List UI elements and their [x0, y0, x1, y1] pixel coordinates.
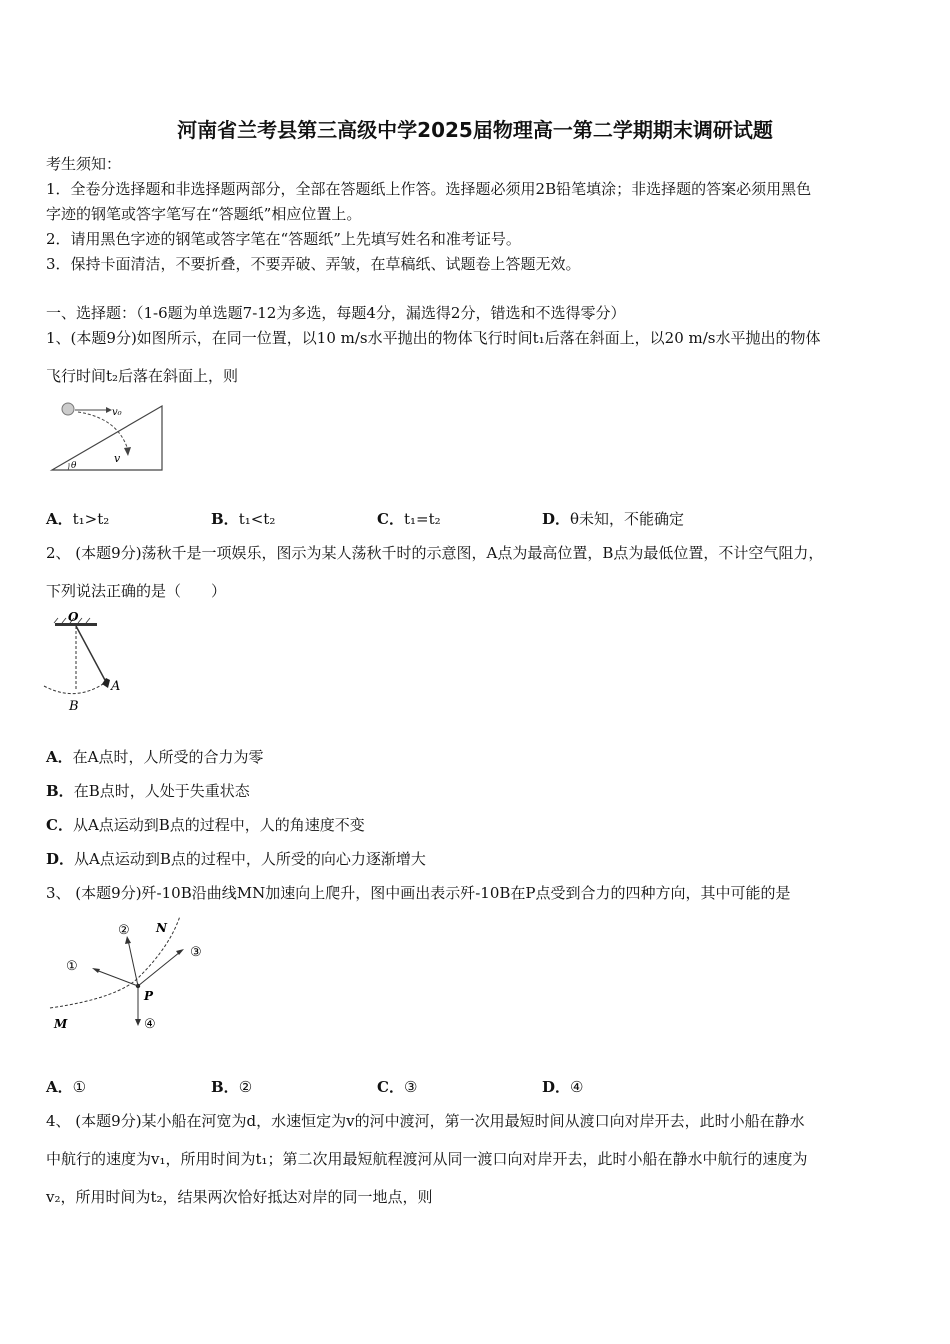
point-n-label: N — [156, 921, 167, 935]
q1-option-c[interactable]: C．t₁=t₂ — [377, 510, 441, 528]
notice-heading: 考生须知： — [46, 155, 122, 173]
direction-3-label: ③ — [190, 945, 202, 960]
q3-force-figure — [50, 916, 220, 1036]
q2-stem: 下列说法正确的是（ ） — [46, 582, 227, 600]
point-o-label: O — [68, 610, 79, 624]
q2-option-c[interactable]: C．从A点运动到B点的过程中，人的角速度不变 — [46, 816, 365, 834]
q2-swing-figure — [40, 608, 140, 714]
point-b-label: B — [69, 699, 79, 714]
q4-stem: v₂，所用时间为t₂，结果两次恰好抵达对岸的同一地点，则 — [46, 1188, 433, 1206]
q1-stem: 1、(本题9分)如图所示，在同一位置，以10 m/s水平抛出的物体飞行时间t₁后落在斜面上，以20 m/s水平抛出的物体 — [46, 329, 821, 347]
q3-option-d[interactable]: D．④ — [542, 1078, 584, 1096]
notice-item: 3．保持卡面清洁，不要折叠，不要弄破、弄皱，在草稿纸、试题卷上答题无效。 — [46, 255, 581, 273]
v-label: v — [114, 452, 121, 465]
q2-option-d[interactable]: D．从A点运动到B点的过程中，人所受的向心力逐渐增大 — [46, 850, 426, 868]
incline-triangle — [52, 406, 162, 470]
direction-4-label: ④ — [144, 1017, 156, 1032]
q2-option-b[interactable]: B．在B点时，人处于失重状态 — [46, 782, 250, 800]
point-m-label: M — [54, 1017, 68, 1031]
v0-label: v₀ — [112, 407, 122, 418]
direction-1-label: ① — [66, 959, 78, 974]
q3-option-a[interactable]: A．① — [46, 1078, 87, 1096]
page-title: 河南省兰考县第三高级中学2025届物理高一第二学期期末调研试题 — [177, 118, 773, 142]
theta-label: θ — [71, 461, 77, 471]
ball — [62, 403, 74, 415]
q4-stem: 4、 (本题9分)某小船在河宽为d，水速恒定为v的河中渡河，第一次用最短时间从渡口向对岸开去，此时小船在静水 — [46, 1112, 805, 1130]
section-heading: 一、选择题：（1-6题为单选题7-12为多选，每题4分，漏选得2分，错选和不选得零分） — [46, 304, 626, 322]
point-a-label: A — [111, 679, 121, 694]
q3-stem: 3、 (本题9分)歼-10B沿曲线MN加速向上爬升，图中画出表示歼-10B在P点受到合力的四种方向，其中可能的是 — [46, 884, 791, 902]
direction-2-label: ② — [118, 923, 130, 938]
notice-item: 1．全卷分选择题和非选择题两部分，全部在答题纸上作答。选择题必须用2B铅笔填涂；非选择题的答案必须用黑色 — [46, 180, 812, 198]
q1-incline-figure — [48, 398, 168, 478]
point-p-label: P — [144, 989, 154, 1003]
q2-stem: 2、 (本题9分)荡秋千是一项娱乐，图示为某人荡秋千时的示意图，A点为最高位置，B点为最低位置，不计空气阻力， — [46, 544, 824, 562]
q3-option-c[interactable]: C．③ — [377, 1078, 418, 1096]
q1-stem: 飞行时间t₂后落在斜面上，则 — [46, 367, 239, 385]
q1-option-b[interactable]: B．t₁<t₂ — [211, 510, 276, 528]
q2-option-a[interactable]: A．在A点时，人所受的合力为零 — [46, 748, 264, 766]
q4-stem: 中航行的速度为v₁，所用时间为t₁；第二次用最短航程渡河从同一渡口向对岸开去，此时小船在静水中航行的速度为 — [46, 1150, 808, 1168]
q3-option-b[interactable]: B．② — [211, 1078, 253, 1096]
notice-item: 2．请用黑色字迹的钢笔或答字笔在“答题纸”上先填写姓名和准考证号。 — [46, 230, 521, 248]
q1-option-a[interactable]: A．t₁>t₂ — [46, 510, 110, 528]
notice-item: 字迹的钢笔或答字笔写在“答题纸”相应位置上。 — [46, 205, 362, 223]
q1-option-d[interactable]: D．θ未知，不能确定 — [542, 510, 685, 528]
